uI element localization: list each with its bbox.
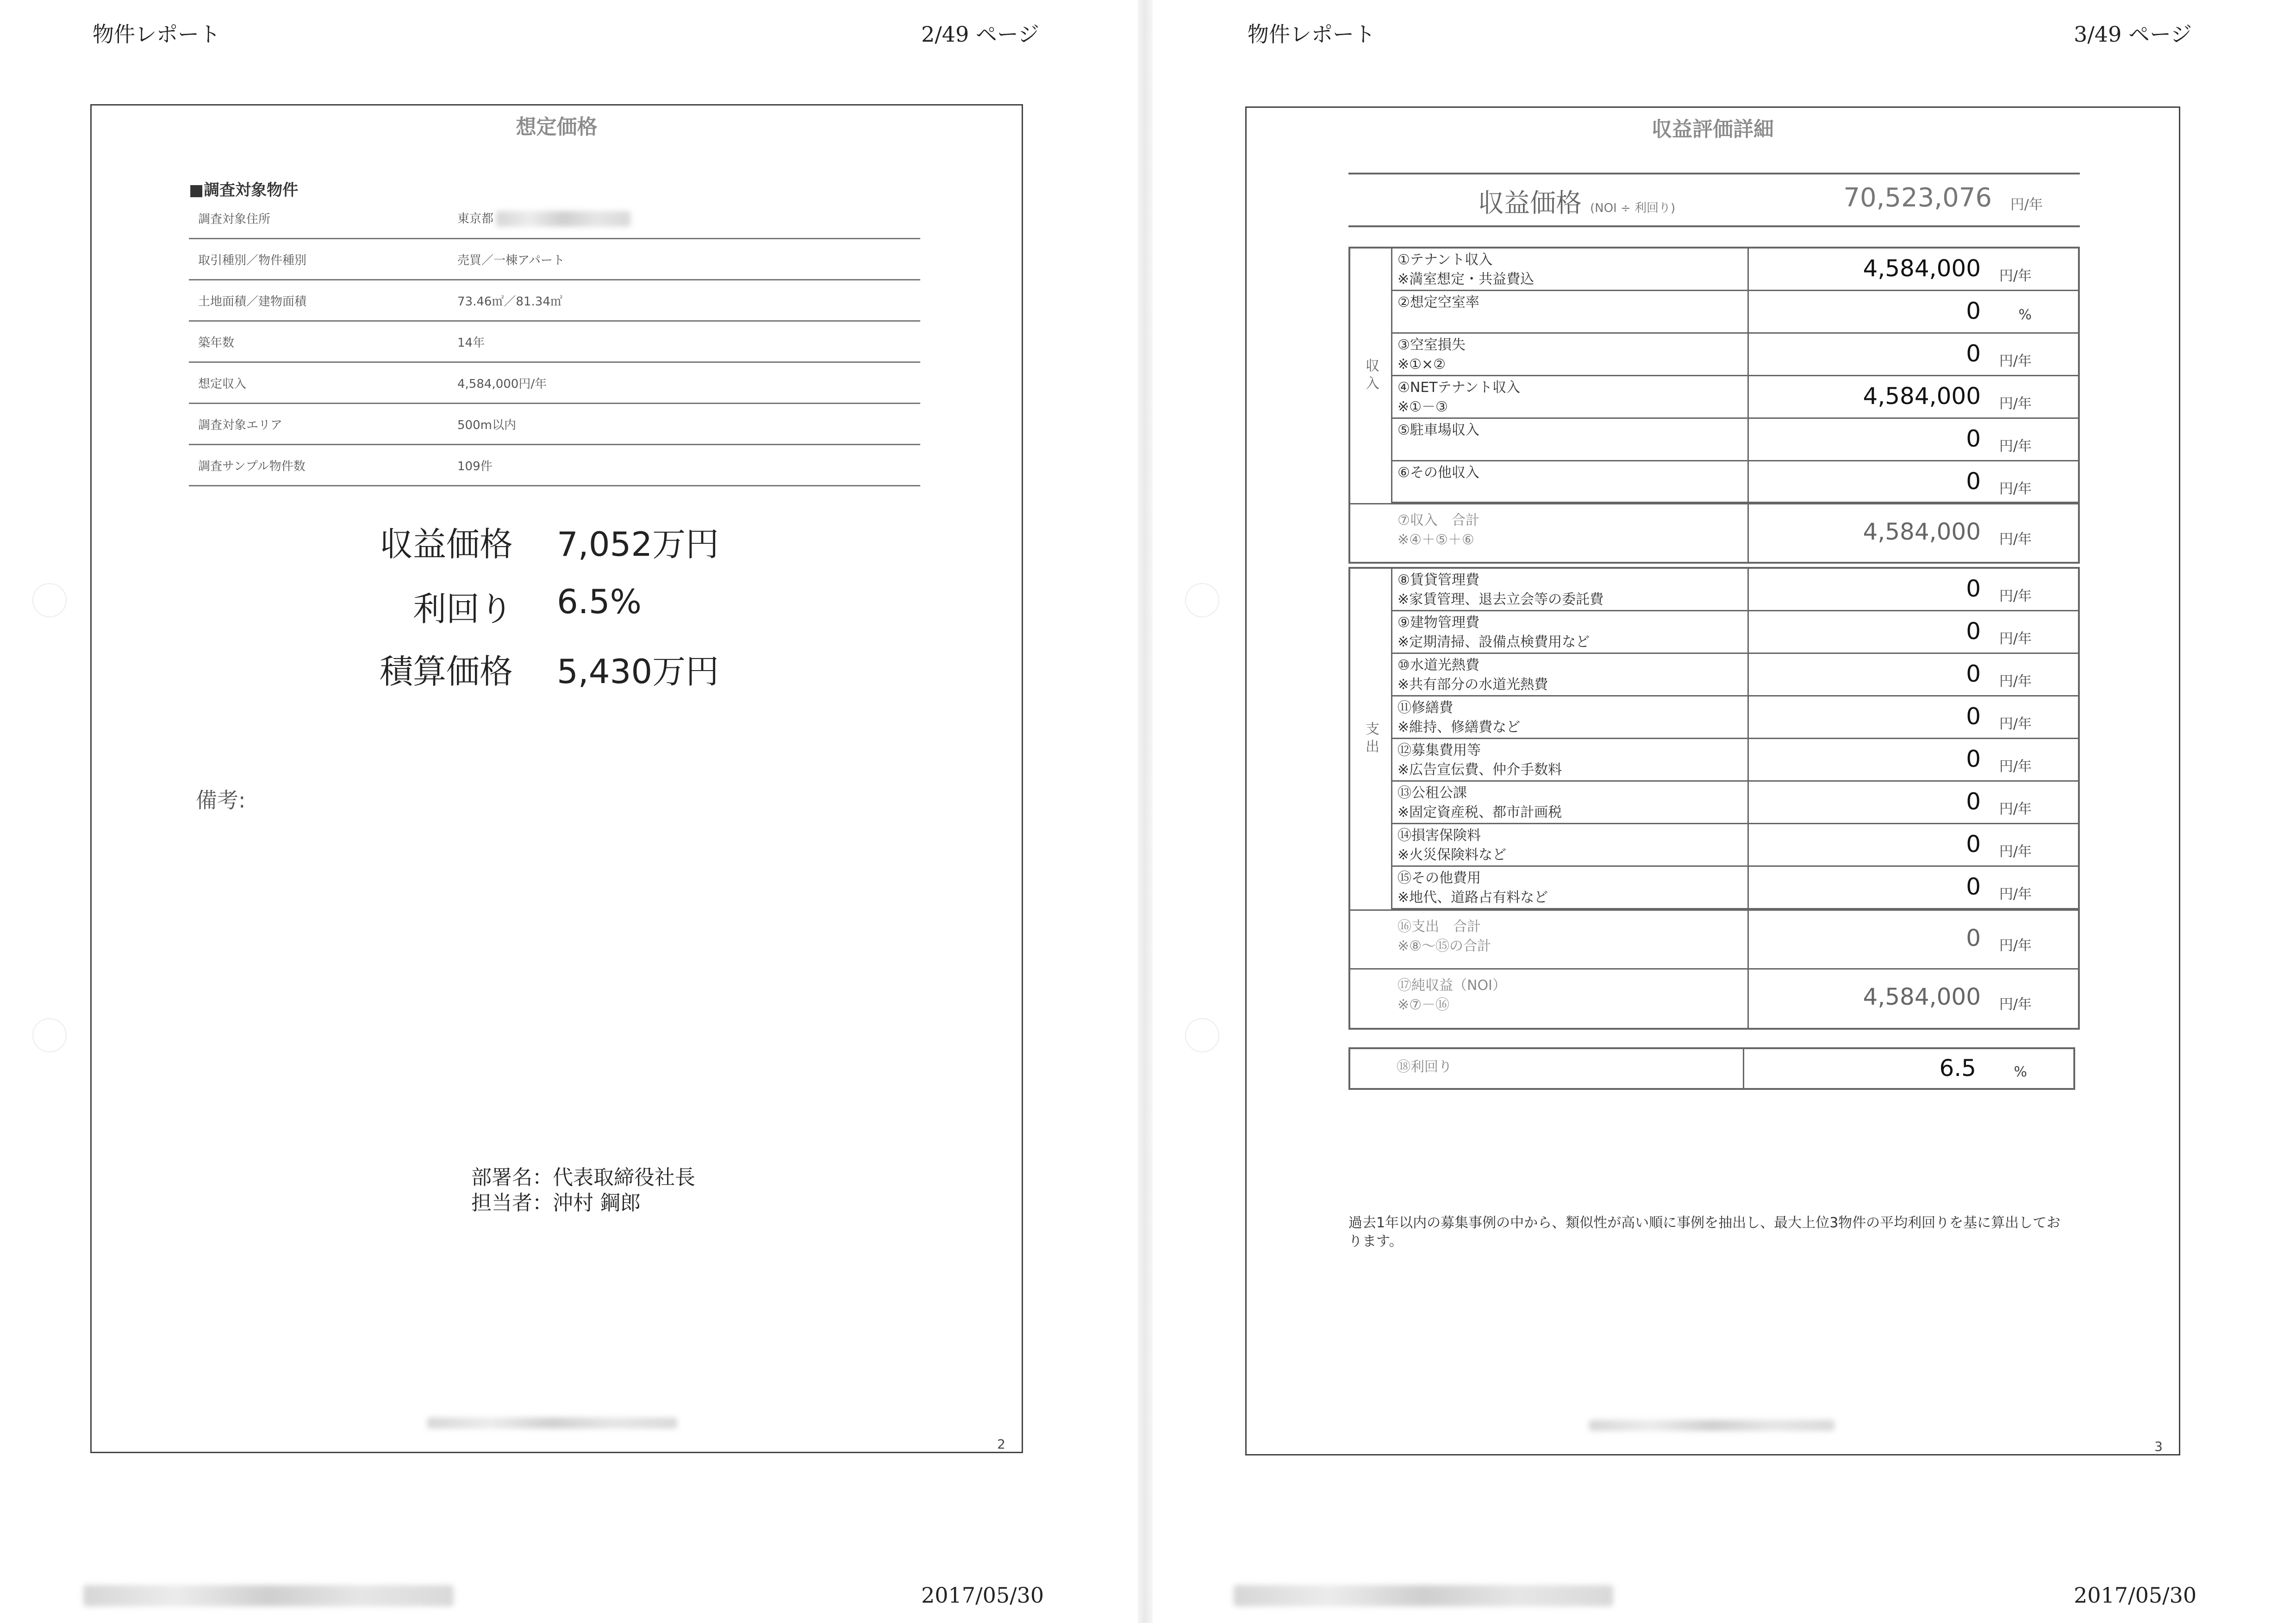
column-divider [1743,1049,1744,1088]
income-side-text: 収入 [1363,358,1379,393]
row-unit: 円/年 [1999,396,2032,412]
table-row [189,280,920,321]
column-divider [1747,739,1749,780]
row-note: ※広告宣伝費、仲介手数料 [1398,762,1562,778]
table-row [1391,569,2078,611]
row-title: ④NETテナント収入 [1398,379,1521,396]
row-title: ⑭損害保険料 [1398,827,1481,844]
row-note: ※⑦－⑯ [1398,997,1450,1013]
row-title: ⑨建物管理費 [1398,615,1479,631]
redacted-address [496,211,630,227]
row-unit: 円/年 [1999,996,2032,1013]
row-label [1398,421,1479,440]
row-value: 0 [1966,873,1981,900]
row-label [1398,378,1520,417]
row-unit: 円/年 [1999,353,2032,369]
expense-side-label [1350,569,1391,909]
income-price-label: 収益価格 [379,525,513,564]
info-value: 73.46㎡／81.34㎡ [448,280,920,321]
row-value: 4,584,000 [1863,255,1981,282]
cost-price-label: 積算価格 [379,652,513,691]
punch-hole-mark [32,1018,67,1052]
row-note: ※共有部分の水道光熱費 [1398,677,1548,693]
table-row [1391,696,2078,739]
row-note: ※①×② [1398,356,1446,373]
person-line: 担当者：沖村 鋼郎 [471,1191,641,1215]
row-value: 0 [1966,425,1981,452]
info-value: 4,584,000円/年 [448,362,920,404]
info-value: 14年 [448,321,920,362]
header-title: 物件レポート [93,22,220,47]
punch-hole-mark [1185,583,1219,617]
table-row [1391,654,2078,696]
content-frame [1245,106,2180,1455]
row-unit: 円/年 [1999,631,2032,647]
row-unit: 円/年 [1999,801,2032,817]
section-heading: ■調査対象物件 [189,181,299,199]
table-row [1391,419,2078,461]
row-note: ※満室想定・共益費込 [1398,271,1535,287]
info-label: 調査対象住所 [189,198,448,239]
row-unit: % [2018,307,2032,323]
row-value: 4,584,000 [1863,518,1981,545]
header-page-indicator: 2/49 ページ [921,22,1039,47]
row-title: ⑩水道光熱費 [1398,657,1479,673]
yield-label: 利回り [412,590,513,628]
summary-label [1478,183,1675,220]
table-row [1391,739,2078,782]
table-row [189,445,920,486]
income-price-summary [1348,173,2080,227]
column-divider [1747,911,1749,968]
row-value: 0 [1966,746,1981,772]
table-row [1391,376,2078,419]
row-unit: 円/年 [1999,759,2032,775]
column-divider [1747,782,1749,823]
report-page-3 [1153,0,2296,1623]
row-title: ⑫募集費用等 [1398,742,1481,759]
row-value: 4,584,000 [1863,983,1981,1010]
row-value: 6.5 [1939,1055,1976,1082]
frame-title: 想定価格 [516,115,598,139]
property-info-table [189,198,920,486]
expense-side-text: 支出 [1363,721,1379,757]
punch-hole-mark [32,583,67,617]
calculation-note: 過去1年以内の募集事例の中から、類似性が高い順に事例を抽出し、最大上位3物件の平均利回りを基に算出しております。 [1348,1215,2061,1250]
info-label: 調査サンプル物件数 [189,445,448,486]
row-value: 0 [1966,618,1981,645]
info-label: 築年数 [189,321,448,362]
income-total-row [1350,503,2078,562]
row-unit: % [2014,1064,2027,1080]
column-divider [1747,696,1749,738]
row-label [1398,656,1548,695]
row-unit: 円/年 [1999,886,2032,902]
row-unit: 円/年 [1999,588,2032,604]
row-value: 0 [1966,831,1981,858]
row-title: ⑯支出 合計 [1398,919,1481,935]
row-value: 0 [1966,468,1981,495]
info-label: 取引種別／物件種別 [189,239,448,280]
row-label [1398,826,1506,865]
remarks-label: 備考: [196,788,246,813]
table-row [1391,824,2078,867]
yield-row [1350,1049,2073,1088]
row-note: ※⑧～⑮の合計 [1398,938,1491,954]
income-table [1348,247,2080,564]
binding-gutter [1138,0,1153,1623]
summary-value: 70,523,076 [1843,183,1992,213]
row-label [1398,698,1520,737]
row-unit: 円/年 [1999,531,2032,547]
row-title: ⑬公租公課 [1398,785,1467,801]
row-label [1398,463,1479,483]
table-row [1391,461,2078,503]
row-title: ⑰純収益（NOI） [1398,977,1506,994]
table-row [1391,249,2078,291]
column-divider [1747,504,1749,562]
row-title: ⑦収入 合計 [1398,512,1479,529]
table-row [189,321,920,362]
summary-label-text: 収益価格 [1478,188,1582,218]
row-label [1398,336,1466,374]
row-label [1398,976,1506,1015]
row-label [1398,250,1534,289]
row-note: ※定期清掃、設備点検費用など [1398,634,1590,650]
row-value: 0 [1966,298,1981,324]
department-line: 部署名：代表取締役社長 [471,1166,695,1189]
row-note: ※固定資産税、都市計画税 [1398,804,1562,821]
header-title: 物件レポート [1248,22,1375,47]
info-value: 500m以内 [448,404,920,445]
address-value: 東京都 [457,211,494,226]
row-note: ※①－③ [1398,399,1448,415]
row-note: ※地代、道路占有料など [1398,889,1548,906]
column-divider [1747,654,1749,695]
row-title: ②想定空室率 [1398,294,1479,311]
row-value: 0 [1966,575,1981,602]
column-divider [1747,970,1749,1028]
info-value: 売買／一棟アパート [448,239,920,280]
yield-value: 6.5% [557,582,642,621]
table-row [1391,334,2078,376]
column-divider [1747,824,1749,865]
row-title: ⑧賃貸管理費 [1398,572,1479,588]
row-value: 0 [1966,703,1981,730]
row-title: ③空室損失 [1398,337,1466,353]
row-note: ※④＋⑤＋⑥ [1398,532,1474,548]
summary-formula: (NOI ÷ 利回り) [1590,201,1676,215]
info-label: 土地面積／建物面積 [189,280,448,321]
table-row [1391,291,2078,334]
report-page-2 [0,0,1138,1623]
row-title: ⑥その他収入 [1398,465,1479,481]
info-label: 想定収入 [189,362,448,404]
row-value: 0 [1966,788,1981,815]
row-label [1398,869,1548,908]
row-unit: 円/年 [1999,716,2032,732]
income-price-value: 7,052万円 [557,525,719,564]
row-unit: 円/年 [1999,268,2032,284]
expense-total-row [1350,909,2078,970]
table-row [189,404,920,445]
footer-date: 2017/05/30 [2074,1583,2197,1608]
row-label [1398,613,1590,652]
table-row [1391,611,2078,654]
row-unit: 円/年 [1999,938,2032,954]
row-label [1398,917,1491,956]
expense-table [1348,567,2080,1030]
column-divider [1747,461,1749,502]
table-row [189,362,920,404]
column-divider [1747,419,1749,460]
row-unit: 円/年 [1999,844,2032,860]
noi-row [1350,970,2078,1028]
table-row [1391,782,2078,824]
row-value: 0 [1966,660,1981,687]
column-divider [1747,291,1749,332]
column-divider [1747,249,1749,290]
frame-title: 収益評価詳細 [1652,118,1774,141]
row-note: ※家賃管理、退去立会等の委託費 [1398,591,1604,608]
row-label [1398,511,1479,550]
info-value: 109件 [448,445,920,486]
row-note: ※火災保険料など [1398,847,1507,863]
summary-unit: 円/年 [2010,197,2043,213]
page-number: 2 [997,1436,1005,1452]
row-unit: 円/年 [1999,481,2032,497]
redacted-url [1234,1585,1613,1606]
column-divider [1747,334,1749,375]
row-title: ⑤駐車場収入 [1398,422,1479,438]
page-number: 3 [2154,1439,2163,1454]
row-label: ⑱利回り [1397,1059,1452,1075]
redacted-url [83,1585,454,1606]
column-divider [1747,376,1749,417]
redacted-footer-text [1589,1420,1834,1431]
row-title: ⑪修繕費 [1398,700,1453,716]
header-page-indicator: 3/49 ページ [2074,22,2192,47]
footer-date: 2017/05/30 [921,1583,1044,1608]
row-title: ①テナント収入 [1398,252,1493,268]
table-row [1391,867,2078,909]
redacted-footer-text [427,1418,677,1429]
row-value: 4,584,000 [1863,383,1981,410]
column-divider [1747,867,1749,908]
table-row [189,239,920,280]
row-title: ⑮その他費用 [1398,870,1481,886]
info-value [448,198,920,239]
row-unit: 円/年 [1999,438,2032,454]
yield-table [1348,1047,2075,1090]
row-unit: 円/年 [1999,673,2032,690]
column-divider [1747,611,1749,653]
column-divider [1747,569,1749,610]
row-label [1398,293,1479,312]
content-frame [90,104,1023,1453]
row-label [1398,571,1603,609]
row-label [1398,784,1562,822]
row-value: 0 [1966,925,1981,951]
table-row [189,198,920,239]
row-note: ※維持、修繕費など [1398,719,1521,735]
punch-hole-mark [1185,1018,1219,1052]
row-label [1398,741,1562,780]
info-label: 調査対象エリア [189,404,448,445]
income-side-label [1350,249,1391,503]
row-value: 0 [1966,340,1981,367]
cost-price-value: 5,430万円 [557,652,719,691]
